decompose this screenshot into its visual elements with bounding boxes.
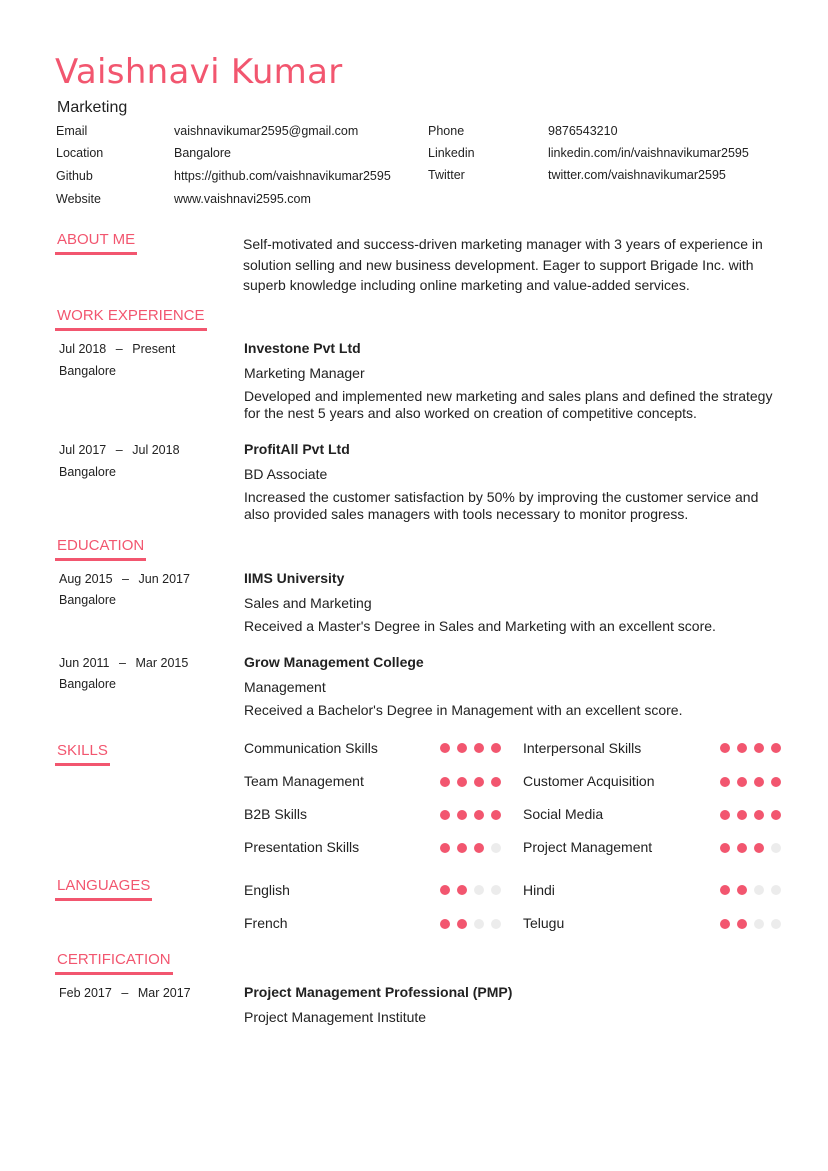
rating-dot-empty	[474, 885, 484, 895]
work-position: Marketing Manager	[244, 365, 365, 381]
language-rating	[720, 885, 781, 895]
email-value[interactable]: vaishnavikumar2595@gmail.com	[174, 124, 359, 138]
education-field: Sales and Marketing	[244, 595, 372, 611]
skill-name: B2B Skills	[244, 806, 308, 822]
work-location: Bangalore	[59, 465, 116, 479]
website-label: Website	[56, 192, 101, 206]
education-school: IIMS University	[244, 570, 345, 586]
work-location: Bangalore	[59, 364, 116, 378]
date-separator: –	[115, 443, 123, 457]
rating-dot-empty	[491, 843, 501, 853]
skill-rating	[440, 810, 501, 820]
date-separator: –	[122, 572, 129, 586]
skill-name: Team Management	[244, 773, 364, 789]
rating-dot-filled	[737, 743, 747, 753]
rating-dot-filled	[457, 885, 467, 895]
rating-dot-filled	[737, 919, 747, 929]
rating-dot-filled	[440, 743, 450, 753]
work-position: BD Associate	[244, 466, 328, 482]
about-heading: ABOUT ME	[55, 231, 137, 255]
language-name: French	[244, 915, 288, 931]
education-end-date: Mar 2015	[135, 656, 189, 670]
skills-heading: SKILLS	[55, 742, 110, 766]
skill-rating	[720, 843, 781, 853]
rating-dot-filled	[737, 777, 747, 787]
rating-dot-empty	[474, 919, 484, 929]
rating-dot-empty	[491, 919, 501, 929]
certification-title: Project Management Professional (PMP)	[244, 984, 513, 1000]
skill-name: Interpersonal Skills	[523, 740, 642, 756]
rating-dot-filled	[440, 843, 450, 853]
rating-dot-filled	[754, 810, 764, 820]
work-end-date: Present	[132, 342, 176, 356]
twitter-label: Twitter	[428, 168, 465, 182]
rating-dot-filled	[754, 743, 764, 753]
work-heading: WORK EXPERIENCE	[55, 307, 207, 331]
education-field: Management	[244, 679, 326, 695]
rating-dot-filled	[474, 810, 484, 820]
work-company: Investone Pvt Ltd	[244, 340, 361, 356]
education-start-date: Aug 2015	[59, 572, 113, 586]
rating-dot-filled	[440, 777, 450, 787]
rating-dot-filled	[457, 777, 467, 787]
rating-dot-filled	[457, 743, 467, 753]
date-separator: –	[121, 986, 129, 1000]
rating-dot-filled	[720, 777, 730, 787]
rating-dot-filled	[737, 810, 747, 820]
rating-dot-filled	[440, 919, 450, 929]
rating-dot-filled	[491, 743, 501, 753]
work-dates	[59, 443, 180, 457]
phone-value[interactable]: 9876543210	[548, 124, 618, 138]
skill-rating	[720, 777, 781, 787]
rating-dot-filled	[720, 843, 730, 853]
rating-dot-filled	[440, 885, 450, 895]
language-name: Hindi	[523, 882, 555, 898]
skill-name: Presentation Skills	[244, 839, 360, 855]
rating-dot-empty	[771, 885, 781, 895]
work-description: Developed and implemented new marketing and sales plans and defined the strategy for the nest 5 years and also worked on creation of competitive concepts.	[244, 388, 773, 421]
rating-dot-empty	[491, 885, 501, 895]
language-name: English	[244, 882, 290, 898]
rating-dot-empty	[754, 885, 764, 895]
rating-dot-filled	[771, 743, 781, 753]
phone-label: Phone	[428, 124, 465, 138]
certification-issuer: Project Management Institute	[244, 1009, 427, 1025]
education-description: Received a Master's Degree in Sales and Marketing with an excellent score.	[244, 618, 716, 634]
rating-dot-filled	[474, 777, 484, 787]
language-rating	[720, 919, 781, 929]
education-dates	[59, 572, 190, 586]
work-start-date: Jul 2018	[59, 342, 107, 356]
language-rating	[440, 885, 501, 895]
education-end-date: Jun 2017	[138, 572, 190, 586]
rating-dot-filled	[754, 843, 764, 853]
education-description: Received a Bachelor's Degree in Management with an excellent score.	[244, 702, 683, 718]
about-text: Self-motivated and success-driven marketing manager with 3 years of experience in solution selling and new business development. Eager to support Brigade Inc. with superb knowledge including online marketing and value-added services.	[243, 236, 763, 293]
languages-heading: LANGUAGES	[55, 877, 152, 901]
linkedin-link[interactable]: linkedin.com/in/vaishnavikumar2595	[548, 146, 749, 160]
education-location: Bangalore	[59, 677, 116, 691]
language-name: Telugu	[523, 915, 565, 931]
certification-end-date: Mar 2017	[137, 986, 191, 1000]
education-start-date: Jun 2011	[59, 656, 110, 670]
location-value: Bangalore	[174, 146, 231, 160]
skill-rating	[720, 810, 781, 820]
work-end-date: Jul 2018	[132, 443, 180, 457]
education-location: Bangalore	[59, 593, 116, 607]
website-link[interactable]: www.vaishnavi2595.com	[174, 192, 311, 206]
email-label: Email	[56, 124, 88, 138]
candidate-title: Marketing	[57, 99, 128, 116]
education-school: Grow Management College	[244, 654, 424, 670]
rating-dot-filled	[737, 843, 747, 853]
rating-dot-filled	[457, 919, 467, 929]
certification-start-date: Feb 2017	[59, 986, 112, 1000]
skill-name: Communication Skills	[244, 740, 378, 756]
github-label: Github	[56, 169, 93, 183]
rating-dot-empty	[754, 919, 764, 929]
certification-dates	[59, 986, 191, 1000]
rating-dot-filled	[457, 843, 467, 853]
rating-dot-filled	[491, 810, 501, 820]
work-description: Increased the customer satisfaction by 50% by improving the customer service and also provided sales managers with tools necessary to monitor progress.	[244, 489, 759, 522]
rating-dot-filled	[720, 743, 730, 753]
rating-dot-filled	[720, 810, 730, 820]
rating-dot-filled	[457, 810, 467, 820]
rating-dot-filled	[754, 777, 764, 787]
skill-rating	[440, 743, 501, 753]
skill-name: Customer Acquisition	[523, 773, 655, 789]
skill-name: Project Management	[523, 839, 653, 855]
language-rating	[440, 919, 501, 929]
work-start-date: Jul 2017	[59, 443, 107, 457]
certification-heading: CERTIFICATION	[55, 951, 173, 975]
twitter-link[interactable]: twitter.com/vaishnavikumar2595	[548, 168, 726, 182]
rating-dot-filled	[720, 885, 730, 895]
rating-dot-filled	[771, 810, 781, 820]
date-separator: –	[115, 342, 123, 356]
linkedin-label: Linkedin	[428, 146, 475, 160]
rating-dot-filled	[720, 919, 730, 929]
skill-rating	[440, 843, 501, 853]
skill-name: Social Media	[523, 806, 604, 822]
skill-rating	[440, 777, 501, 787]
rating-dot-filled	[491, 777, 501, 787]
rating-dot-filled	[737, 885, 747, 895]
date-separator: –	[119, 656, 126, 670]
education-dates	[59, 656, 188, 670]
rating-dot-filled	[474, 843, 484, 853]
rating-dot-empty	[771, 843, 781, 853]
work-company: ProfitAll Pvt Ltd	[244, 441, 350, 457]
education-heading: EDUCATION	[55, 537, 146, 561]
github-link[interactable]: https://github.com/vaishnavikumar2595	[174, 169, 391, 183]
candidate-name: Vaishnavi Kumar	[55, 52, 343, 92]
rating-dot-filled	[474, 743, 484, 753]
rating-dot-filled	[771, 777, 781, 787]
rating-dot-filled	[440, 810, 450, 820]
rating-dot-empty	[771, 919, 781, 929]
skill-rating	[720, 743, 781, 753]
location-label: Location	[56, 146, 104, 160]
work-dates	[59, 342, 175, 356]
